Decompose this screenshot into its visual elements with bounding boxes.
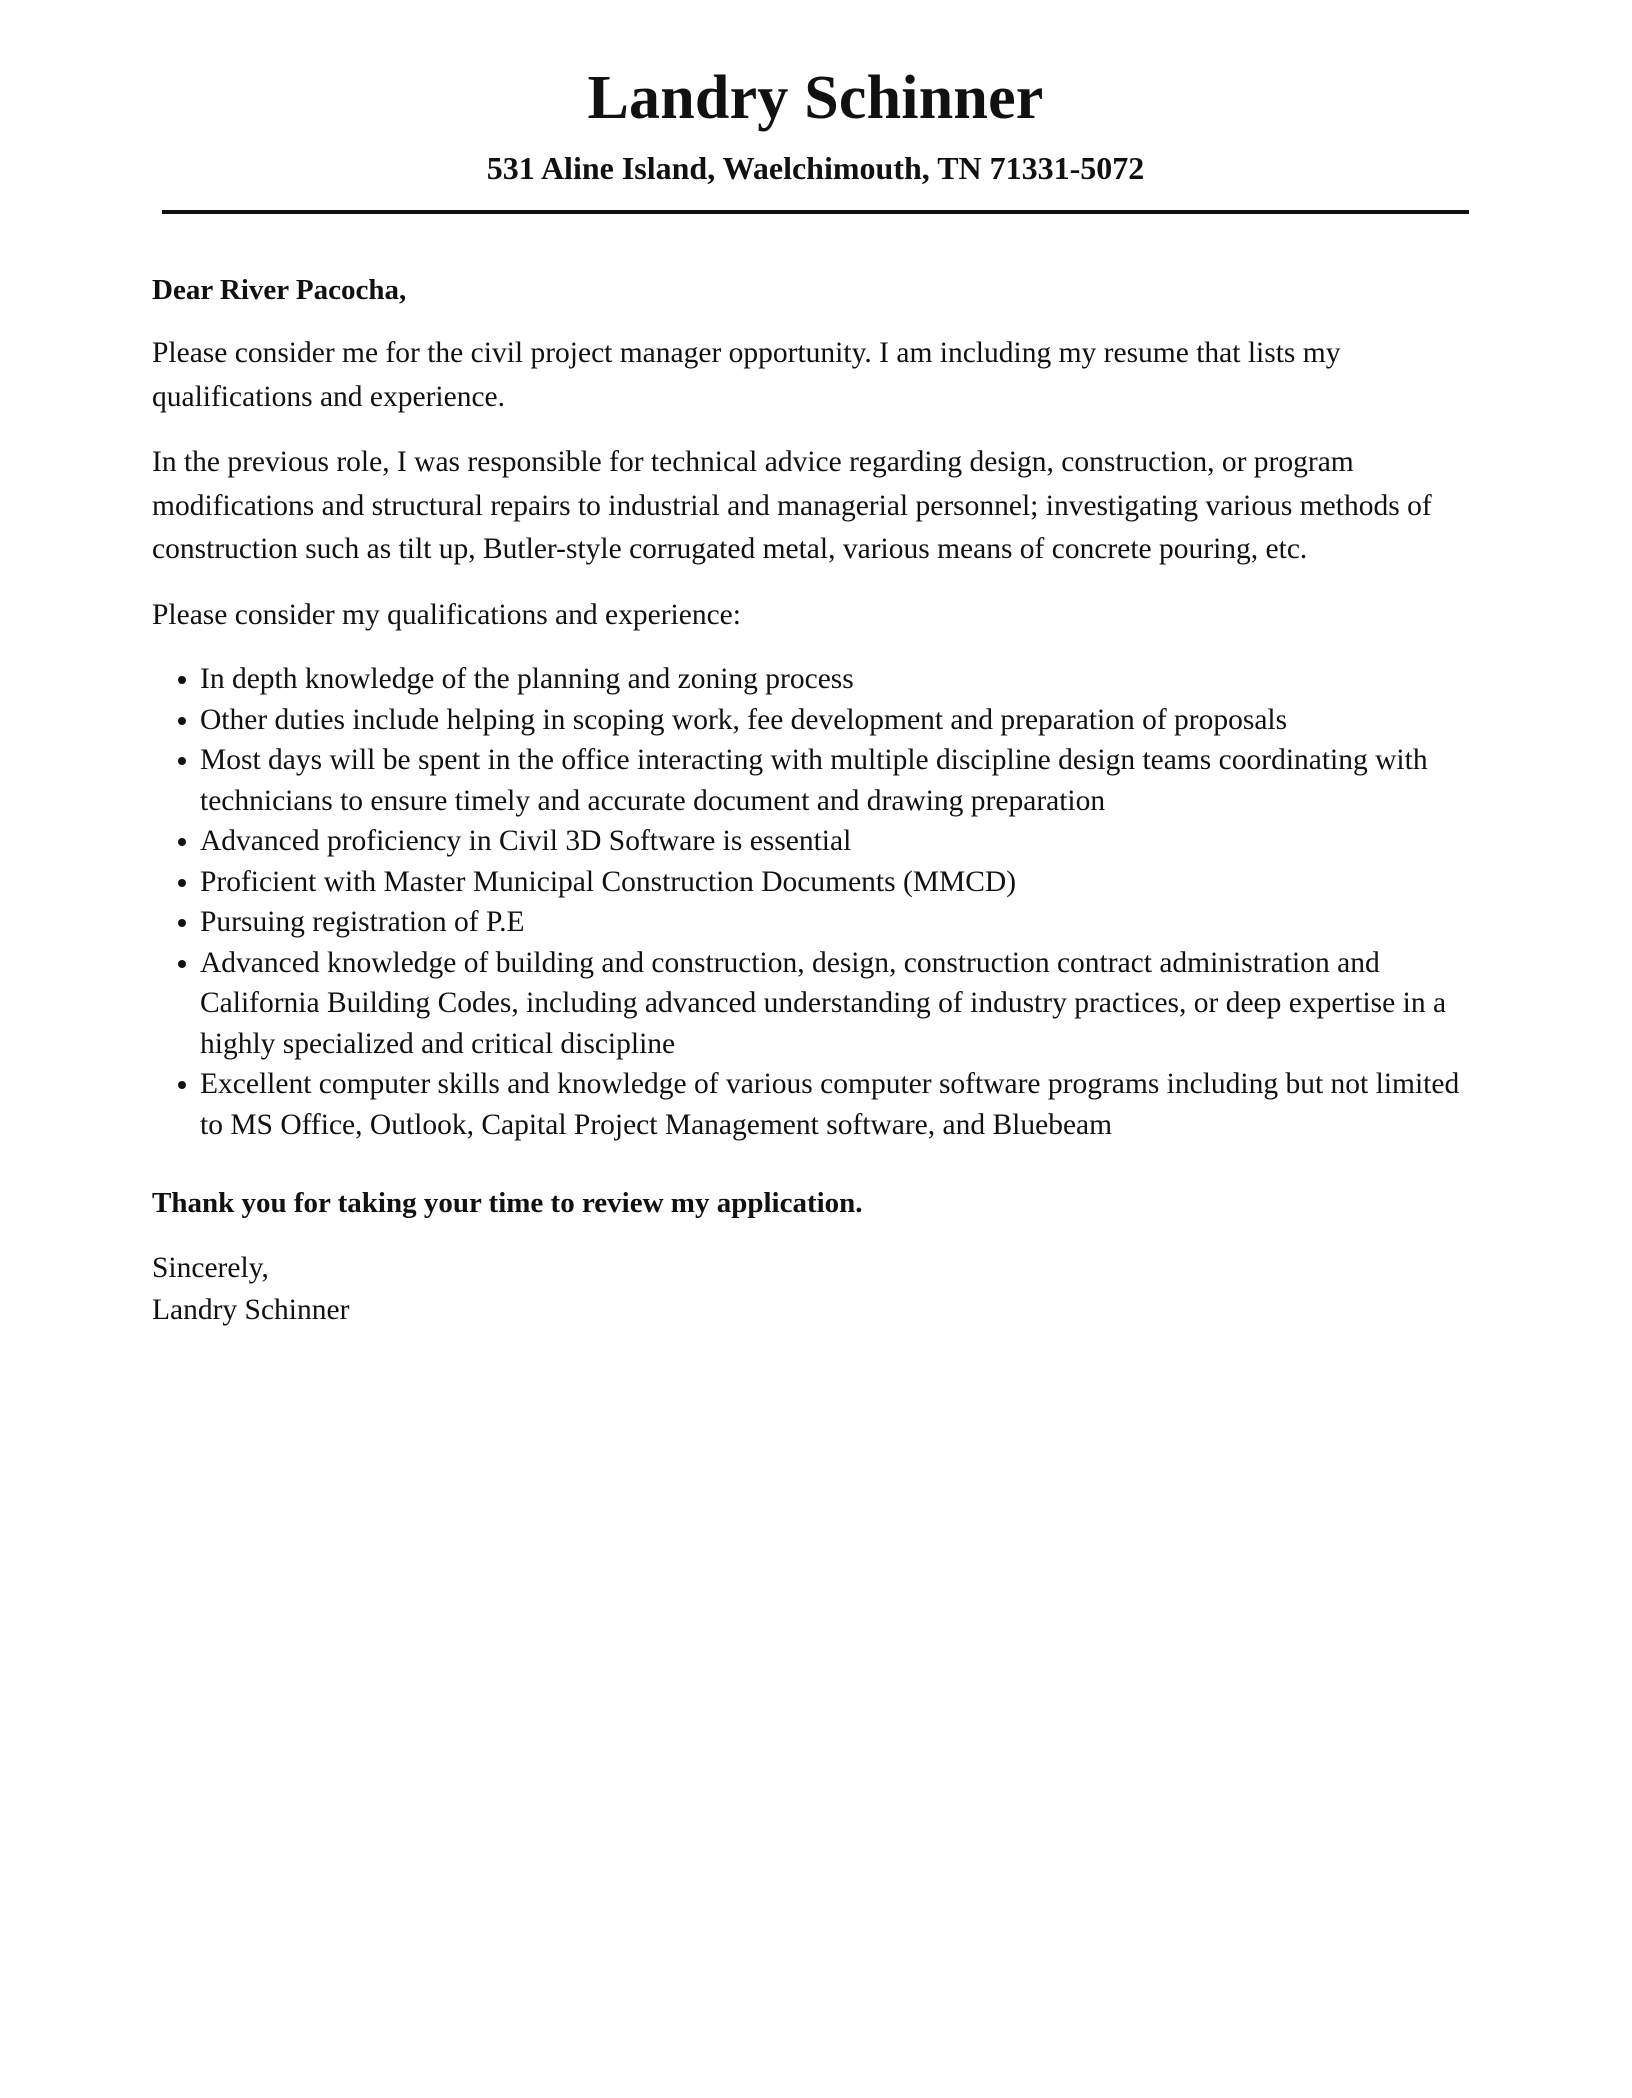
letter-header (162, 60, 1469, 186)
letter-body (152, 270, 1472, 1331)
list-item: In depth knowledge of the planning and zoning process (200, 659, 1472, 700)
experience-paragraph: In the previous role, I was responsible for technical advice regarding design, construction, or program modifications and structural repairs to industrial and managerial personnel; investigating various methods of construction such as tilt up, Butler-style corrugated metal, various means of concrete pouring, etc. (152, 446, 1432, 565)
qualifications-intro: Please consider my qualifications and experience: (152, 598, 741, 631)
list-item: Advanced proficiency in Civil 3D Software is essential (200, 821, 1472, 862)
sender-address: 531 Aline Island, Waelchimouth, TN 71331-5072 (486, 150, 1145, 186)
list-item: Most days will be spent in the office interacting with multiple discipline design teams coordinating with technicians to ensure timely and accurate document and drawing preparation (200, 740, 1472, 821)
qualifications-list (152, 659, 1472, 1145)
header-divider (162, 210, 1469, 214)
list-item: Pursuing registration of P.E (200, 902, 1472, 943)
signoff-block (152, 1247, 1472, 1331)
intro-paragraph: Please consider me for the civil project manager opportunity. I am including my resume that lists my qualifications and experience. (152, 337, 1341, 413)
list-item: Proficient with Master Municipal Construction Documents (MMCD) (200, 862, 1472, 903)
signature-name: Landry Schinner (152, 1294, 350, 1326)
closing-statement: Thank you for taking your time to review my application. (152, 1187, 863, 1219)
list-item: Advanced knowledge of building and construction, design, construction contract administration and California Building Codes, including advanced understanding of industry practices, or deep expertise in a highly specialized and critical discipline (200, 943, 1472, 1065)
list-item: Other duties include helping in scoping work, fee development and preparation of proposals (200, 700, 1472, 741)
salutation: Dear River Pacocha, (152, 274, 407, 306)
sender-name: Landry Schinner (587, 64, 1044, 132)
signoff-text: Sincerely, (152, 1252, 269, 1284)
list-item: Excellent computer skills and knowledge of various computer software programs including but not limited to MS Office, Outlook, Capital Project Management software, and Bluebeam (200, 1064, 1472, 1145)
